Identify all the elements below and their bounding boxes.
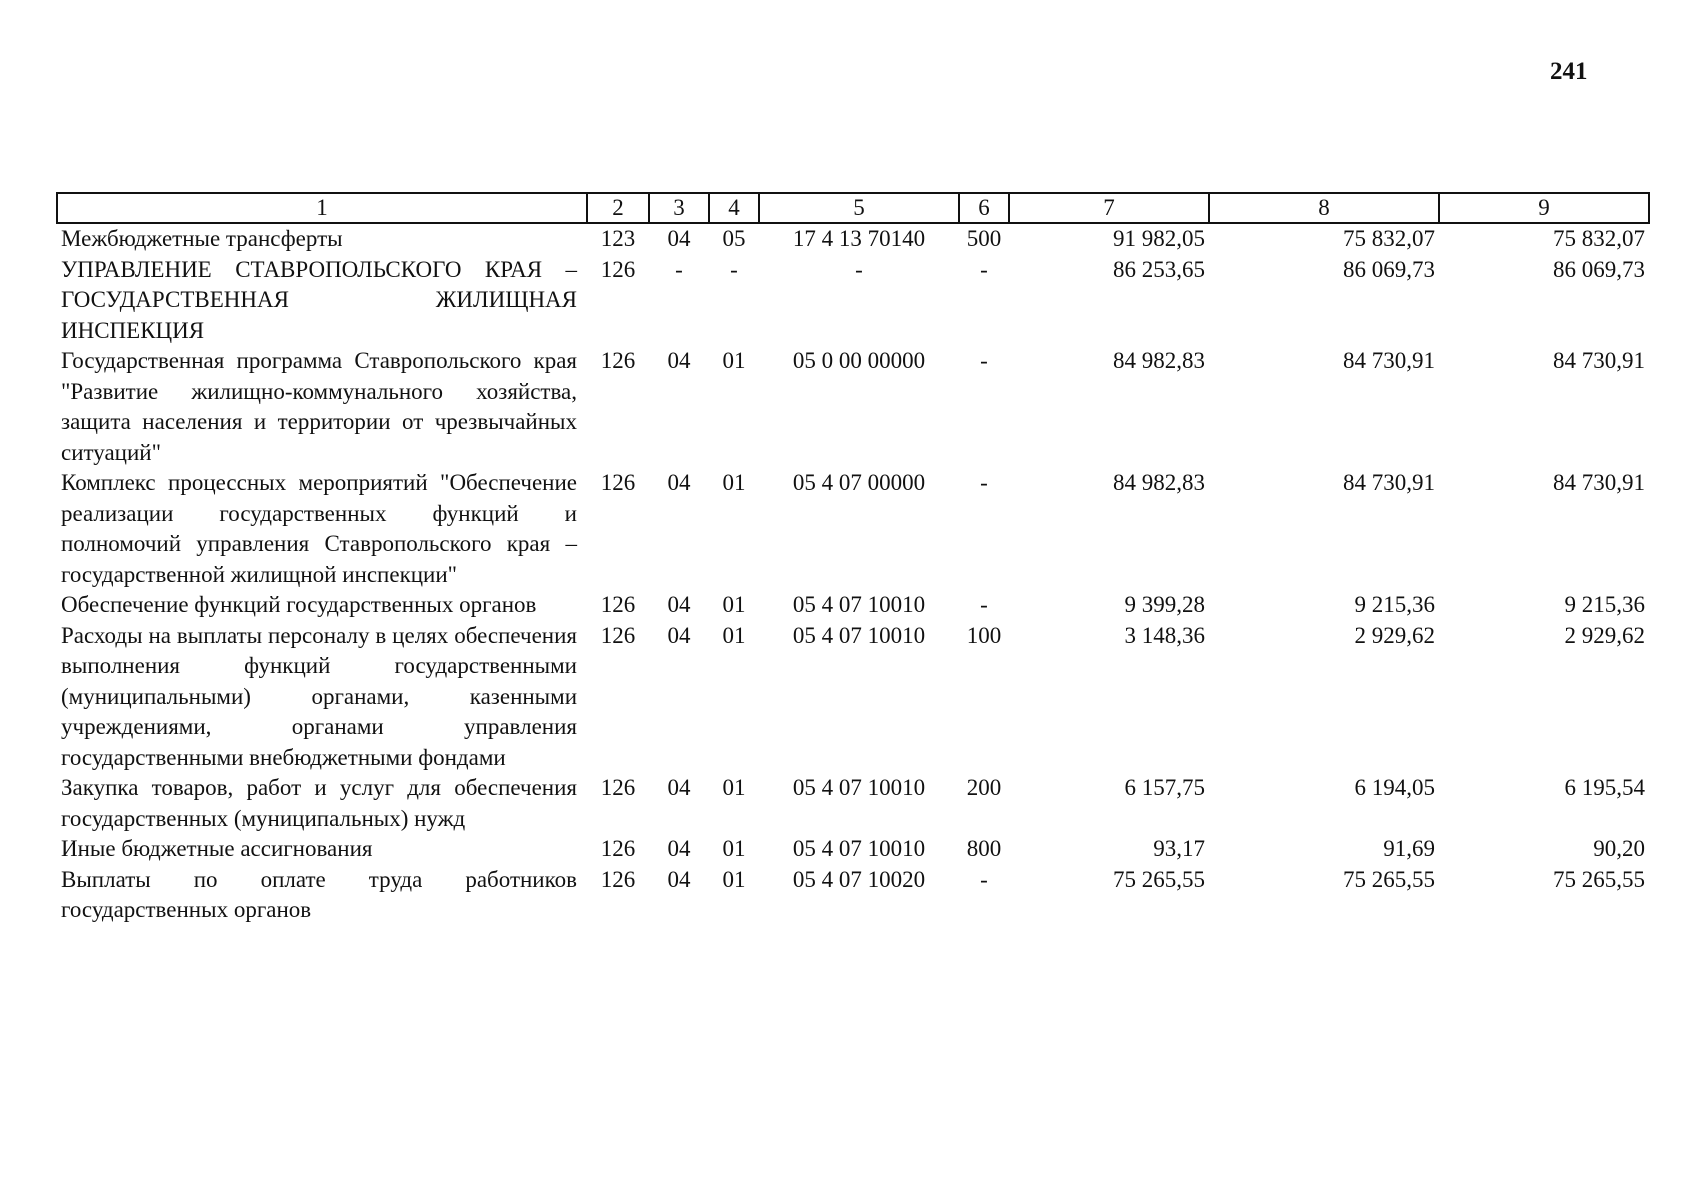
cell-expense-type: 500 bbox=[966, 226, 1002, 251]
cell-ministry: 126 bbox=[600, 256, 636, 282]
table-row bbox=[57, 346, 1649, 468]
cell-amount-col7: 84 982,83 bbox=[1113, 348, 1205, 373]
cell-amount-col8: 91,69 bbox=[1383, 836, 1435, 861]
cell-section: 04 bbox=[667, 836, 691, 861]
cell-section: 04 bbox=[667, 775, 691, 800]
column-header-4: 4 bbox=[709, 193, 759, 223]
cell-amount-col9: 84 730,91 bbox=[1553, 348, 1645, 373]
cell-amount-col8: 75 265,55 bbox=[1343, 866, 1435, 892]
table-row bbox=[57, 255, 1649, 347]
cell-expense-type: - bbox=[980, 592, 988, 617]
cell-amount-col9: 90,20 bbox=[1593, 836, 1645, 861]
table-row bbox=[57, 621, 1649, 774]
cell-ministry: 126 bbox=[600, 470, 636, 495]
cell-amount-col8: 86 069,73 bbox=[1343, 256, 1435, 282]
cell-section: - bbox=[675, 256, 683, 282]
cell-expense-type: - bbox=[980, 866, 988, 892]
cell-section: 04 bbox=[667, 348, 691, 373]
cell-amount-col9: 75 265,55 bbox=[1553, 866, 1645, 892]
cell-target-code: 05 4 07 10010 bbox=[792, 775, 926, 800]
row-name: Закупка товаров, работ и услуг для обеспечения государственных (муниципальных) нужд bbox=[61, 775, 577, 831]
page-number: 241 bbox=[1550, 58, 1588, 85]
cell-target-code: 05 4 07 10010 bbox=[792, 836, 926, 861]
row-name: Государственная программа Ставропольского края "Развитие жилищно-коммунального хозяйства, защита населения и территории от чрезвычайных ситуаций" bbox=[61, 348, 577, 465]
cell-subsection: 01 bbox=[722, 592, 746, 617]
row-name: Комплекс процессных мероприятий "Обеспечение реализации государственных функций и полномочий управления Ставропольского края – государственной жилищной инспекции" bbox=[61, 470, 577, 587]
column-header-7: 7 bbox=[1009, 193, 1209, 223]
cell-subsection: 01 bbox=[722, 348, 746, 373]
cell-amount-col7: 84 982,83 bbox=[1113, 470, 1205, 495]
cell-ministry: 126 bbox=[600, 775, 636, 800]
cell-ministry: 126 bbox=[600, 592, 636, 617]
cell-subsection: 01 bbox=[722, 775, 746, 800]
column-header-8: 8 bbox=[1209, 193, 1439, 223]
budget-table bbox=[56, 192, 1650, 926]
cell-amount-col7: 6 157,75 bbox=[1124, 775, 1205, 800]
cell-target-code: 05 4 07 10010 bbox=[792, 592, 926, 617]
row-name: Межбюджетные трансферты bbox=[61, 226, 343, 251]
cell-amount-col8: 6 194,05 bbox=[1354, 775, 1435, 800]
cell-amount-col9: 84 730,91 bbox=[1553, 470, 1645, 495]
cell-ministry: 126 bbox=[600, 866, 636, 892]
row-name: Расходы на выплаты персоналу в целях обеспечения выполнения функций государственными (муниципальными) органами, казенными учреждениями, органами управления государственными внебюджетными фондами bbox=[61, 622, 577, 770]
cell-amount-col8: 84 730,91 bbox=[1343, 348, 1435, 373]
row-name: УПРАВЛЕНИЕ СТАВРОПОЛЬСКОГО КРАЯ – ГОСУДАРСТВЕННАЯ ЖИЛИЩНАЯ ИНСПЕКЦИЯ bbox=[61, 256, 577, 343]
cell-target-code: 17 4 13 70140 bbox=[792, 226, 926, 251]
cell-section: 04 bbox=[667, 226, 691, 251]
cell-amount-col7: 75 265,55 bbox=[1113, 866, 1205, 892]
cell-amount-col7: 9 399,28 bbox=[1124, 592, 1205, 617]
column-header-9: 9 bbox=[1439, 193, 1649, 223]
cell-expense-type: 800 bbox=[966, 836, 1002, 861]
cell-subsection: 01 bbox=[722, 470, 746, 495]
cell-subsection: 01 bbox=[722, 622, 746, 648]
cell-section: 04 bbox=[667, 592, 691, 617]
cell-expense-type: - bbox=[980, 348, 988, 373]
cell-section: 04 bbox=[667, 470, 691, 495]
cell-section: 04 bbox=[667, 622, 691, 648]
row-name: Иные бюджетные ассигнования bbox=[61, 836, 373, 861]
cell-target-code: 05 4 07 10020 bbox=[792, 866, 926, 892]
table-row bbox=[57, 468, 1649, 590]
cell-amount-col8: 75 832,07 bbox=[1343, 226, 1435, 251]
cell-expense-type: 100 bbox=[966, 622, 1002, 648]
cell-subsection: 05 bbox=[722, 226, 746, 251]
cell-expense-type: - bbox=[980, 256, 988, 282]
table-row bbox=[57, 223, 1649, 255]
cell-ministry: 123 bbox=[600, 226, 636, 251]
cell-expense-type: - bbox=[980, 470, 988, 495]
cell-amount-col9: 75 832,07 bbox=[1553, 226, 1645, 251]
column-header-3: 3 bbox=[649, 193, 709, 223]
cell-amount-col7: 93,17 bbox=[1153, 836, 1205, 861]
cell-subsection: 01 bbox=[722, 866, 746, 892]
cell-subsection: 01 bbox=[722, 836, 746, 861]
table-row bbox=[57, 773, 1649, 834]
table-row bbox=[57, 834, 1649, 865]
cell-amount-col7: 91 982,05 bbox=[1113, 226, 1205, 251]
row-name: Обеспечение функций государственных органов bbox=[61, 592, 537, 617]
cell-ministry: 126 bbox=[600, 348, 636, 373]
cell-amount-col9: 9 215,36 bbox=[1564, 592, 1645, 617]
column-header-6: 6 bbox=[959, 193, 1009, 223]
row-name: Выплаты по оплате труда работников государственных органов bbox=[61, 866, 577, 922]
table-header-row bbox=[57, 193, 1649, 223]
table-row bbox=[57, 590, 1649, 621]
cell-subsection: - bbox=[730, 256, 738, 282]
cell-amount-col7: 3 148,36 bbox=[1124, 622, 1205, 648]
table-row bbox=[57, 865, 1649, 926]
cell-target-code: - bbox=[855, 256, 863, 282]
cell-expense-type: 200 bbox=[966, 775, 1002, 800]
cell-amount-col8: 9 215,36 bbox=[1354, 592, 1435, 617]
column-header-5: 5 bbox=[759, 193, 959, 223]
cell-amount-col9: 2 929,62 bbox=[1564, 622, 1645, 648]
cell-ministry: 126 bbox=[600, 622, 636, 648]
column-header-2: 2 bbox=[587, 193, 649, 223]
cell-target-code: 05 4 07 10010 bbox=[792, 622, 926, 648]
column-header-1: 1 bbox=[57, 193, 587, 223]
cell-amount-col8: 84 730,91 bbox=[1343, 470, 1435, 495]
cell-amount-col7: 86 253,65 bbox=[1113, 256, 1205, 282]
cell-amount-col9: 6 195,54 bbox=[1564, 775, 1645, 800]
cell-target-code: 05 4 07 00000 bbox=[792, 470, 926, 495]
cell-target-code: 05 0 00 00000 bbox=[792, 348, 926, 373]
cell-ministry: 126 bbox=[600, 836, 636, 861]
cell-amount-col8: 2 929,62 bbox=[1354, 622, 1435, 648]
cell-amount-col9: 86 069,73 bbox=[1553, 256, 1645, 282]
cell-section: 04 bbox=[667, 866, 691, 892]
